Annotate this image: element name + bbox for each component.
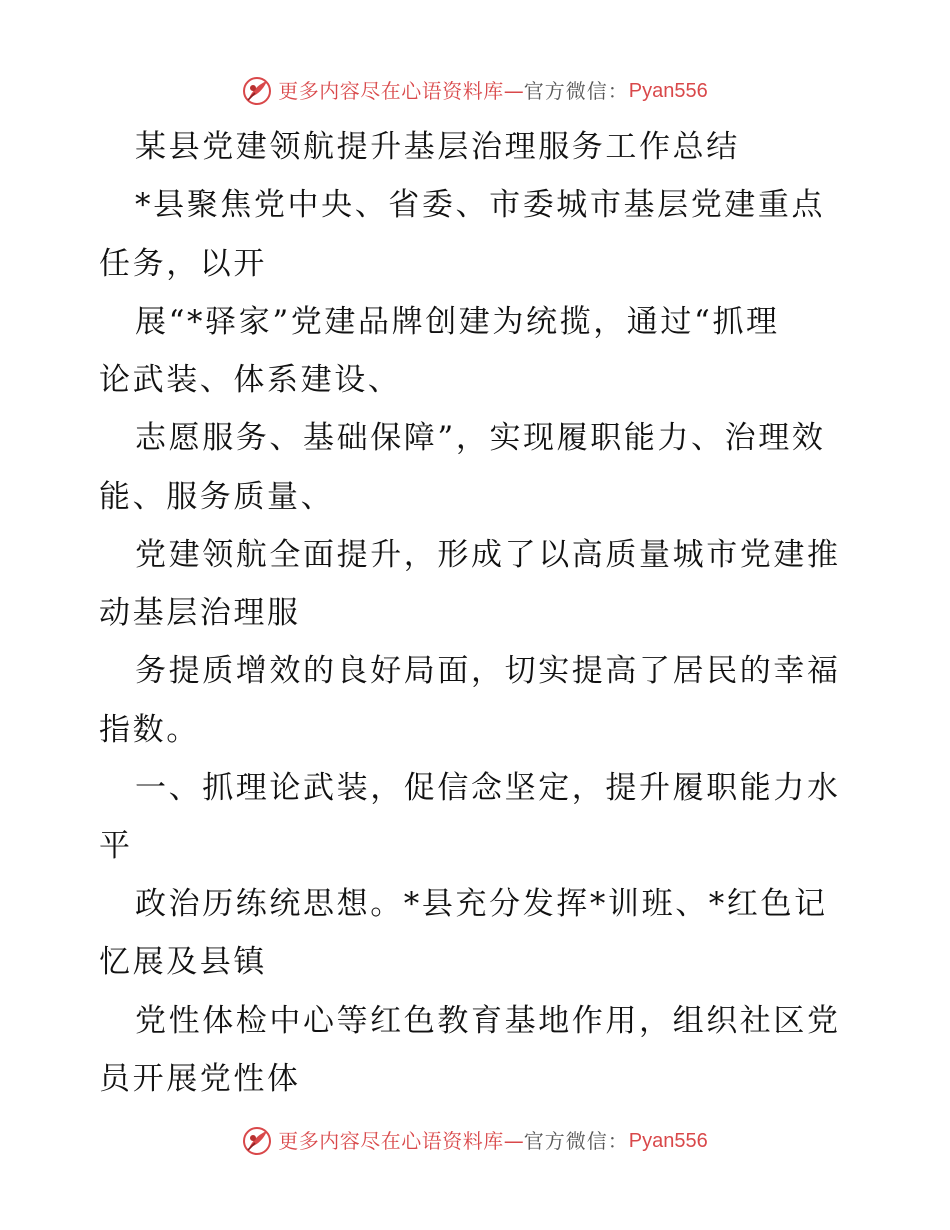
paragraph-line: 动基层治理服 (99, 595, 301, 631)
paragraph-line: *县聚焦党中央、省委、市委城市基层党建重点 (135, 187, 826, 223)
footer-watermark (0, 1121, 950, 1161)
section-heading-cont: 平 (99, 828, 133, 864)
paragraph-line: 务提质增效的良好局面，切实提高了居民的幸福 (135, 653, 841, 689)
watermark-label: 官方微信： (523, 1129, 629, 1153)
header-watermark (0, 71, 950, 111)
paragraph-line: 指数。 (99, 712, 200, 748)
paragraph-line: 能、服务质量、 (99, 479, 335, 515)
paragraph-line: 展“*驿家”党建品牌创建为统揽，通过“抓理 (135, 304, 780, 340)
red-feather-quill-circle-icon (242, 1126, 272, 1156)
paragraph-line: 论武装、体系建设、 (99, 362, 402, 398)
paragraph-line: 员开展党性体 (99, 1061, 301, 1097)
paragraph-line: 忆展及县镇 (99, 944, 267, 980)
section-heading: 一、抓理论武装，促信念坚定，提升履职能力水 (135, 770, 841, 806)
watermark-handle: Pyan556 (628, 80, 708, 102)
red-feather-quill-circle-icon (242, 76, 272, 106)
watermark-site-text: 更多内容尽在心语资料库 (278, 1129, 504, 1153)
paragraph-line: 志愿服务、基础保障”，实现履职能力、治理效 (135, 420, 826, 456)
paragraph-line: 党性体检中心等红色教育基地作用，组织社区党 (135, 1003, 841, 1039)
watermark-label: 官方微信： (523, 79, 629, 103)
document-title: 某县党建领航提升基层治理服务工作总结 (135, 129, 740, 165)
watermark-handle: Pyan556 (628, 1130, 708, 1152)
paragraph-line: 党建领航全面提升，形成了以高质量城市党建推 (135, 537, 841, 573)
paragraph-line: 政治历练统思想。*县充分发挥*训班、*红色记 (135, 886, 828, 922)
watermark-site-text: 更多内容尽在心语资料库 (278, 79, 504, 103)
paragraph-line: 任务，以开 (99, 246, 267, 282)
watermark-dash: — (503, 79, 524, 103)
watermark-dash: — (503, 1129, 524, 1153)
